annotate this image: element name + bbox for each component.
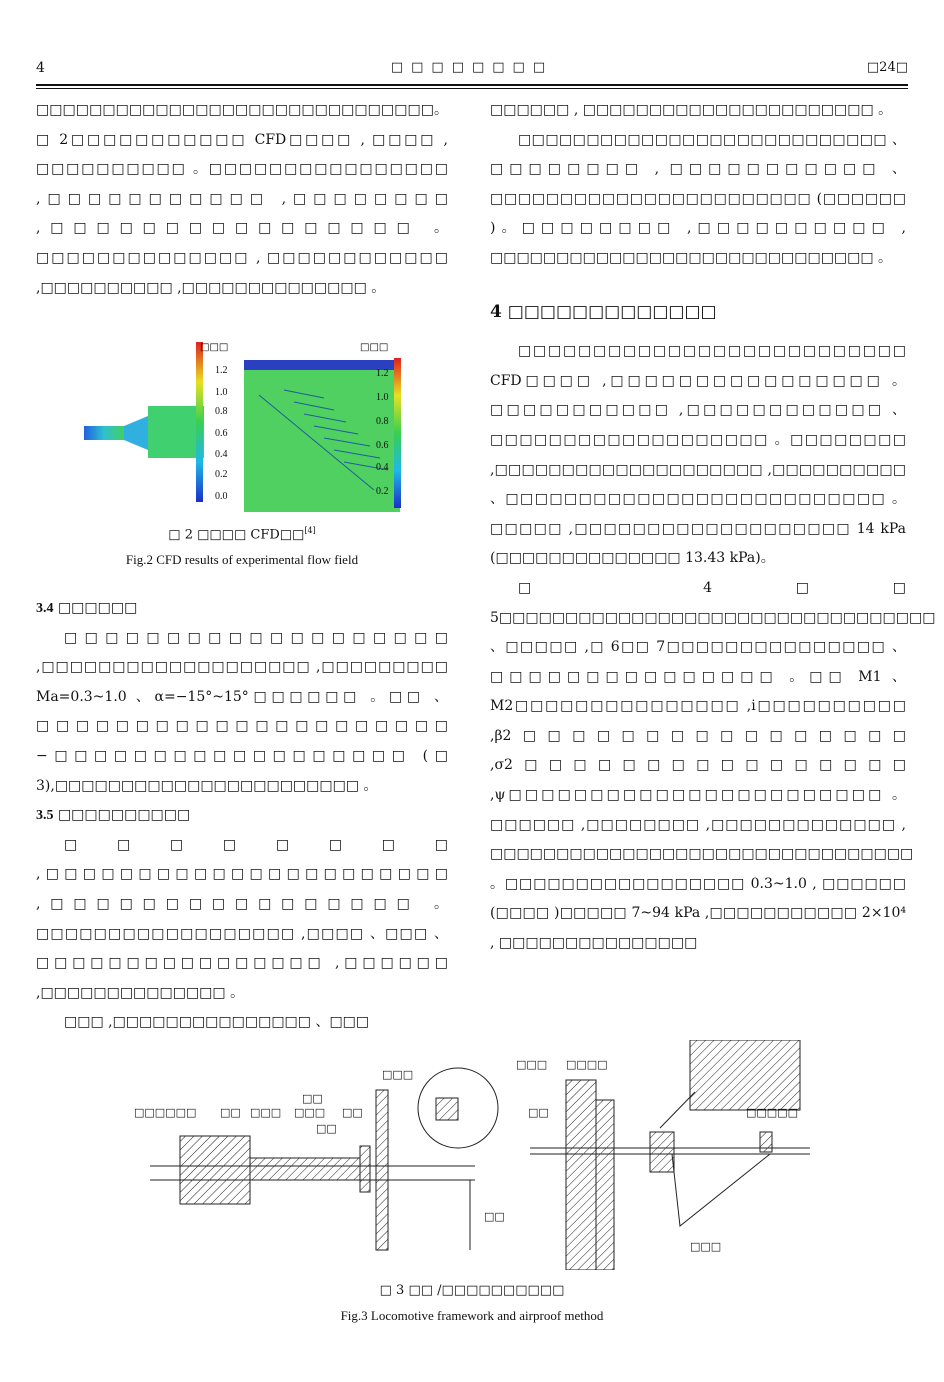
right-tick: 0.4	[376, 462, 389, 473]
left-paragraph-2: □□□□□□□□□□□□□□□□□□□ ,□□□□□□□□□□□□□□□□□□□ ,□□□□□□□□□ Ma=0.3~1.0 、α=−15°~15°□□□□□□ 。□□ 、□□□□□□□□□□□□□□□□□□□□□ −□□□□□□□□□□□□□□□□□□ (□ 3),□□□□□□□□□□□□□□□□□□□□□□□ 。	[36, 629, 448, 794]
drawing-label: □□□□□□	[134, 1106, 197, 1119]
page-number: 4	[36, 60, 45, 76]
right-tick: 1.2	[376, 368, 389, 379]
right-legend-title: □□□	[360, 342, 389, 353]
drawing-label: □□	[302, 1092, 323, 1105]
volume-label: □24□	[866, 60, 908, 75]
left-tick: 0.6	[215, 428, 228, 439]
section-4-heading	[490, 298, 906, 328]
left-colorbar	[196, 342, 203, 502]
right-tick: 0.6	[376, 440, 389, 451]
drawing-label: □□	[220, 1106, 241, 1119]
cfd-contour-plot	[84, 340, 406, 512]
drawing-label: □□□	[250, 1106, 282, 1119]
right-paragraph-4: □ 4□□ 5□□□□□□□□□□□□□□□□□□□□□□□□□□□□□□□□□ 、□□□□□ ,□ 6□□ 7□□□□□□□□□□□□□□□ 、□□□□□□□□□□□□□□□ 。□□ M1 、M2□□□□□□□□□□□□□□□ ,i□□□□□□□□□□ ,β2□□□□□□□□□□□□□□□□ ,σ2□□□□□□□□□□□□□□□□ ,ψ□□□□□□□□□□□□□□□□□□□□□□□ 。□□□□□□ ,□□□□□□□□ ,□□□□□□□□□□□□□ , □□□□□□□□□□□□□□□□□□□□□□□□□□□□□□□□ 。□□□□□□□□□□□□□□□□□ 0.3~1.0 , □□□□□□ (□□□□ )□□□□□ 7~94 kPa ,□□□□□□□□□□□ 2×10⁴ , □□□□□□□□□□□□□□□	[490, 579, 936, 952]
section-title: □□□□□□□□□□□□□	[507, 301, 717, 322]
left-tick: 0.2	[215, 469, 228, 480]
drawing-label: □□□□□	[746, 1106, 798, 1119]
header-rule-thin	[36, 88, 908, 89]
drawing-label: □□□	[294, 1106, 326, 1119]
left-paragraph-1: □□□□□□□□□□□□□□□□□□□□□□□□□□□□□□。□ 2□□□□□□□□□□□ CFD□□□□ , □□□□ , □□□□□□□□□□ 。□□□□□□□□□□□□□□□□ ,□□□□□□□□□□□ ,□□□□□□□□ ,□□□□□□□□□□□□□□□□ 。□□□□□□□□□□□□□□ , □□□□□□□□□□□□ ,□□□□□□□□□□ ,□□□□□□□□□□□□□□ 。	[36, 102, 448, 296]
caption-reference: [4]	[304, 526, 316, 535]
right-tick: 1.0	[376, 392, 389, 403]
right-tick: 0.2	[376, 486, 389, 497]
drawing-label: □□□□	[566, 1058, 608, 1071]
left-tick: 0.8	[215, 406, 228, 417]
header-rule-thick	[36, 84, 908, 86]
figure-3	[120, 1040, 820, 1270]
figure-2-caption-en: Fig.2 CFD results of experimental flow field	[125, 552, 359, 567]
drawing-label: □□	[342, 1106, 363, 1119]
drawing-label: □□□	[382, 1068, 414, 1081]
right-tick: 0.8	[376, 416, 389, 427]
left-tick: 1.2	[215, 365, 228, 376]
mechanical-drawing	[120, 1040, 820, 1270]
left-paragraph-4: □□□ ,□□□□□□□□□□□□□□□ 、□□□	[64, 1014, 370, 1031]
drawing-label: □□	[316, 1122, 337, 1135]
section-title: □□□□□□	[57, 600, 138, 616]
section-3-4-heading	[36, 594, 448, 624]
journal-title: □□□□□□□□	[390, 60, 554, 75]
section-number: 4	[490, 301, 502, 322]
left-column-bottom	[36, 594, 448, 1038]
drawing-label: □□	[528, 1106, 549, 1119]
caption-cn-text: □ 2 □□□□ CFD□□	[168, 527, 305, 543]
figure-3-caption-en: Fig.3 Locomotive framework and airproof method	[340, 1308, 604, 1323]
figure-2-caption-cn	[36, 526, 448, 542]
section-number: 3.5	[36, 808, 54, 824]
right-paragraph-1: □□□□□□ , □□□□□□□□□□□□□□□□□□□□□□ 。	[490, 102, 893, 118]
left-paragraph-3: □□□□□□□□ ,□□□□□□□□□□□□□□□□□□□□□□ ,□□□□□□□□□□□□□□□□ 。□□□□□□□□□□□□□□□□□□ ,□□□□ 、□□□ 、□□□□□□□□□□□□□□□□ ,□□□□□□ ,□□□□□□□□□□□□□□ 。	[36, 836, 448, 1001]
page-header	[36, 60, 908, 82]
right-paragraph-3: □□□□□□□□□□□□□□□□□□□□□□□□□□ CFD□□□□ ,□□□□□□□□□□□□□□□□ 。□□□□□□□□□□□ ,□□□□□□□□□□□□ 、□□□□□□□□□□□□□□□□□□□ 。□□□□□□□□ ,□□□□□□□□□□□□□□□□□□□□ ,□□□□□□□□□□ 、□□□□□□□□□□□□□□□□□□□□□□□□□□ 。□□□□□ ,□□□□□□□□□□□□□□□□□□□ 14 kPa (□□□□□□□□□□□□□□ 13.43 kPa)。	[490, 343, 906, 567]
section-number: 3.4	[36, 601, 54, 616]
left-tick: 0.0	[215, 491, 228, 502]
right-column	[490, 96, 936, 959]
left-legend-title: □□□	[200, 342, 229, 353]
section-3-5-heading	[36, 801, 448, 831]
section-title: □□□□□□□□□□	[57, 807, 191, 824]
left-tick: 1.0	[215, 387, 228, 398]
drawing-label: □□	[484, 1210, 505, 1223]
figure-3-caption-cn: □ 3 □□ /□□□□□□□□□□	[379, 1283, 565, 1298]
right-paragraph-2: □□□□□□□□□□□□□□□□□□□□□□□□□□□ 、□□□□□□□□ , □□□□□□□□□□□ 、□□□□□□□□□□□□□□□□□□□□□□□ (□□□□□□ )。□□□□□□□□ ,□□□□□□□□□□ , □□□□□□□□□□□□□□□□□□□□□□□□□□□□□ 。	[490, 131, 906, 266]
right-colorbar	[394, 358, 401, 508]
left-tick: 0.4	[215, 449, 228, 460]
drawing-label: □□□	[690, 1240, 722, 1253]
left-column-top	[36, 96, 448, 326]
drawing-label: □□□	[516, 1058, 548, 1071]
figure-2	[84, 340, 406, 512]
